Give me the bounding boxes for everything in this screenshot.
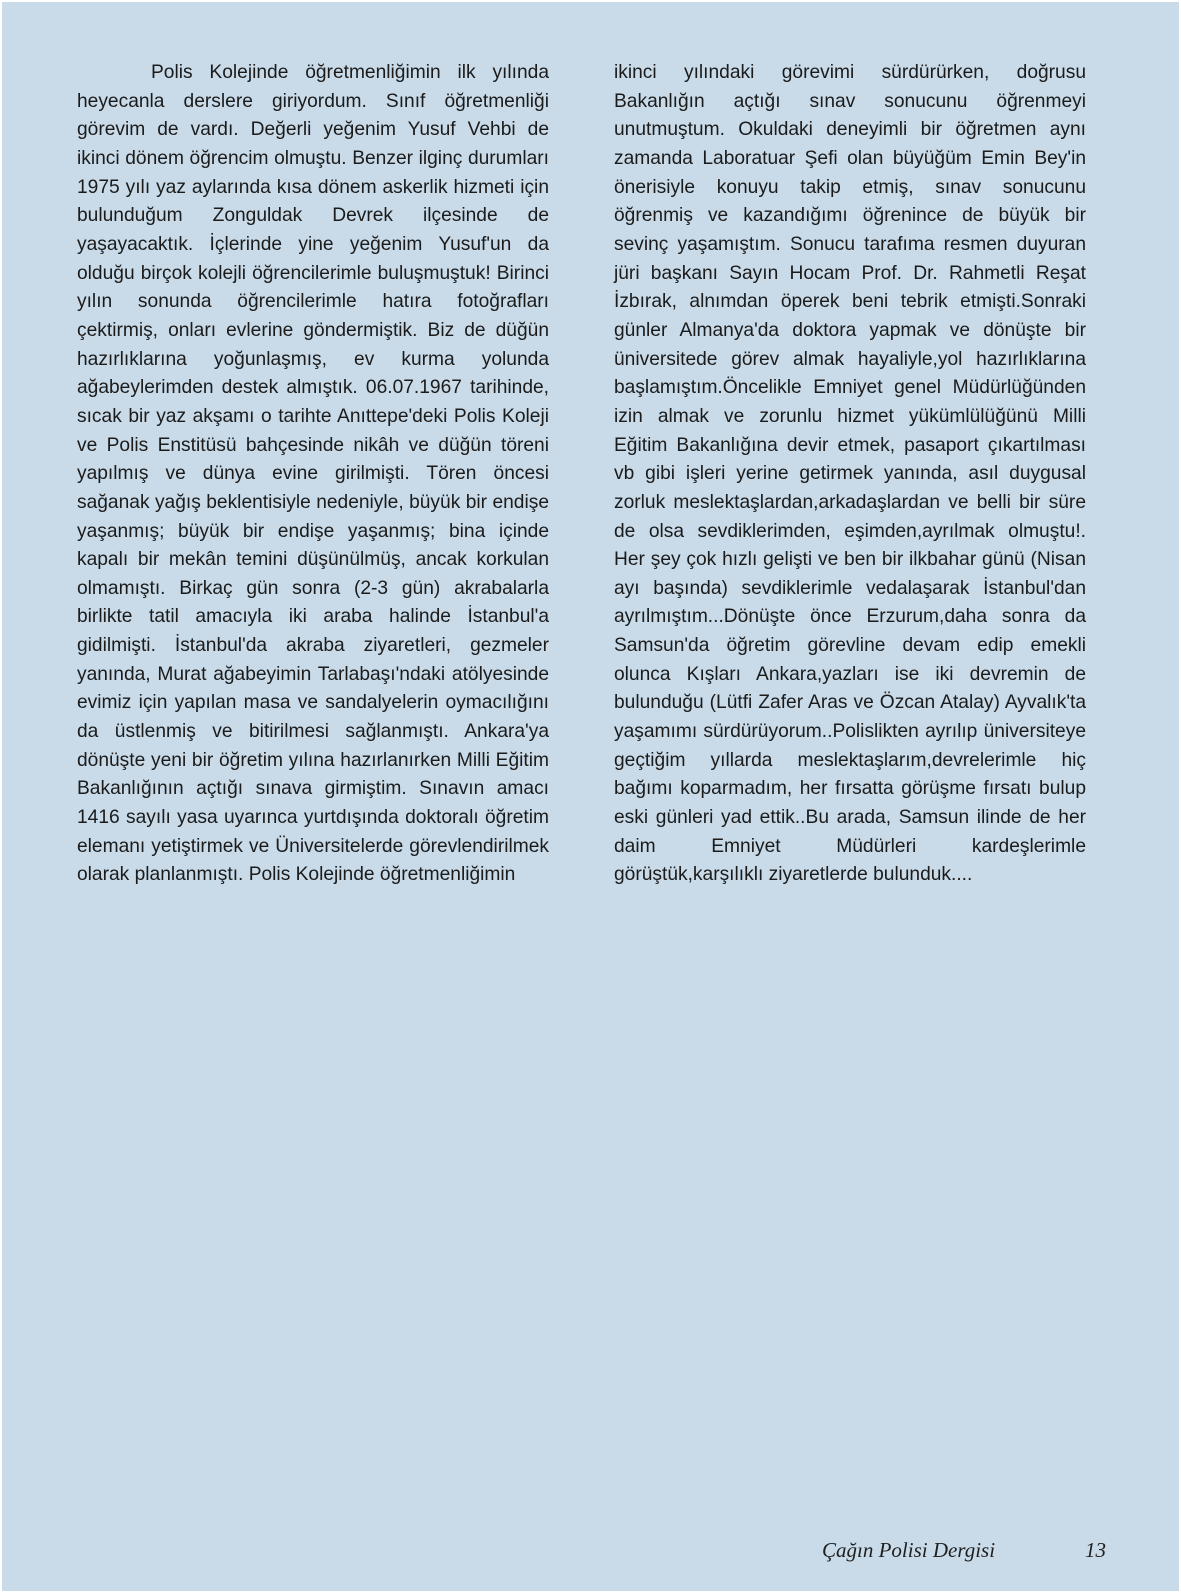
article-column-right bbox=[614, 59, 1086, 890]
page-footer bbox=[822, 1538, 1112, 1568]
article-paragraph-left: Polis Kolejinde öğretmenliğimin ilk yılında heyecanla derslere giriyordum. Sınıf öğretmenliği görevim de vardı. Değerli yeğenim Yusuf Vehbi de ikinci dönem öğrencim olmuştu. Benzer ilginç durumları 1975 yılı yaz aylarında kısa dönem askerlik hizmeti için bulunduğum Zonguldak Devrek ilçesinde de yaşayacaktık. İçlerinde yine yeğenim Yusuf'un da olduğu birçok kolejli öğrencilerimle buluşmuştuk! Birinci yılın sonunda öğrencilerimle hatıra fotoğrafları çektirmiş, onları evlerine göndermiştik. Biz de düğün hazırlıklarına yoğunlaşmış, ev kurma yolunda ağabeylerimden destek almıştık. 06.07.1967 tarihinde, sıcak bir yaz akşamı o tarihte Anıttepe'deki Polis Koleji ve Polis Enstitüsü bahçesinde nikâh ve düğün töreni yapılmış ve dünya evine girilmişti. Tören öncesi sağanak yağış beklentisiyle nedeniyle, büyük bir endişe yaşanmış; büyük bir endişe yaşanmış; bina içinde kapalı bir mekân temini düşünülmüş, ancak korkulan olmamıştı. Birkaç gün sonra (2-3 gün) akrabalarla birlikte tatil amacıyla iki araba halinde İstanbul'a gidilmişti. İstanbul'da akraba ziyaretleri, gezmeler yanında, Murat ağabeyimin Tarlabaşı'ndaki atölyesinde evimiz için yapılan masa ve sandalyelerin oymacılığını da üstlenmiş ve bitirilmesi sağlanmıştı. Ankara'ya dönüşte yeni bir öğretim yılına hazırlanırken Milli Eğitim Bakanlığının açtığı sınava girmiştim. Sınavın amacı 1416 sayılı yasa uyarınca yurtdışında doktoralı öğretim elemanı yetiştirmek ve Üniversitelerde görevlendirilmek olarak planlanmıştı. Polis Kolejinde öğretmenliğimin bbox=[77, 62, 549, 886]
page-number: 13 bbox=[1085, 1538, 1106, 1562]
article-column-left bbox=[77, 59, 549, 890]
magazine-page bbox=[2, 2, 1179, 1591]
publication-title: Çağın Polisi Dergisi bbox=[822, 1538, 996, 1562]
article-paragraph-right: ikinci yılındaki görevimi sürdürürken, doğrusu Bakanlığın açtığı sınav sonucunu öğrenmeyi unutmuştum. Okuldaki deneyimli bir öğretmen aynı zamanda Laboratuar Şefi olan büyüğüm Emin Bey'in önerisiyle konuyu takip etmiş, sınav sonucunu öğrenmiş ve kazandığımı öğrenince de büyük bir sevinç yaşamıştım. Sonucu tarafıma resmen duyuran jüri başkanı Sayın Hocam Prof. Dr. Rahmetli Reşat İzbırak, alnımdan öperek beni tebrik etmişti.Sonraki günler Almanya'da doktora yapmak ve dönüşte bir üniversitede görev almak hayaliyle,yol hazırlıklarına başlamıştım.Öncelikle Emniyet genel Müdürlüğünden izin almak ve zorunlu hizmet yükümlülüğünü Milli Eğitim Bakanlığına devir etmek, pasaport çıkartılması vb gibi işleri yerine getirmek yanında, asıl duygusal zorluk meslektaşlardan,arkadaşlardan ve belli bir süre de olsa sevdiklerimden, eşimden,ayrılmak olmuştu!. Her şey çok hızlı gelişti ve ben bir ilkbahar günü (Nisan ayı başında) sevdiklerimle vedalaşarak İstanbul'dan ayrılmıştım...Dönüşte önce Erzurum,daha sonra da Samsun'da öğretim görevline devam edip emekli olunca Kışları Ankara,yazları ise iki devremin de bulunduğu (Lütfi Zafer Aras ve Özcan Atalay) Ayvalık'ta yaşamımı sürdürüyorum..Polislikten ayrılıp üniversiteye geçtiğim yıllarda meslektaşlarım,devrelerimle hiç bağımı koparmadım, her fırsatta görüşme fırsatı bulup eski günleri yad ettik..Bu arada, Samsun ilinde de her daim Emniyet Müdürleri kardeşlerimle görüştük,karşılıklı ziyaretlerde bulunduk.... bbox=[614, 62, 1086, 886]
